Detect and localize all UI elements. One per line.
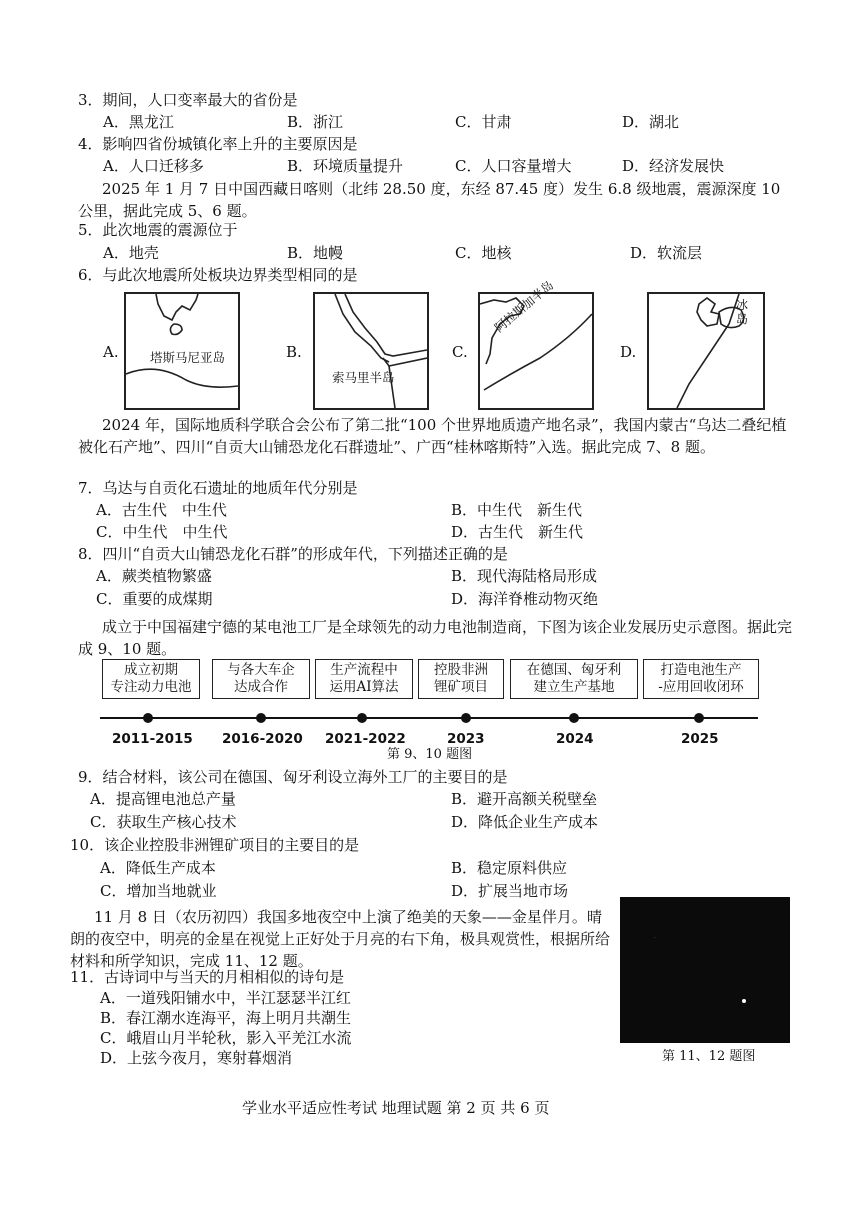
timeline-year-3: 2021-2022 (325, 731, 406, 747)
timeline-year-5: 2024 (556, 731, 594, 747)
photo-caption: 第 11、12 题图 (662, 1049, 756, 1064)
label-iceland: 冰岛 (736, 298, 749, 326)
timeline-box-2-line2: 达成合作 (234, 679, 288, 695)
q6-letter-d: D. (620, 343, 637, 361)
timeline-box-1-line2: 专注动力电池 (110, 679, 192, 695)
label-alaska: 阿拉斯加半岛 (491, 278, 557, 336)
timeline-box-3-line2: 运用AI算法 (329, 679, 399, 695)
q11-option-d: D．上弦今夜月，寒射暮烟消 (100, 1049, 293, 1067)
q5-stem: 5．此次地震的震源位于 (78, 221, 238, 239)
timeline-dot-5 (569, 713, 579, 723)
timeline-dot-1 (143, 713, 153, 723)
timeline-box-2 (212, 659, 310, 699)
q9-option-b: B．避开高额关税壁垒 (451, 790, 598, 808)
q5-option-d: D．软流层 (630, 244, 703, 262)
q5-option-a: A．地壳 (103, 244, 159, 262)
timeline-box-3-line1: 生产流程中 (330, 662, 398, 678)
q5-option-c: C．地核 (455, 244, 512, 262)
intro-5-6: 2025 年 1 月 7 日中国西藏日喀则（北纬 28.50 度，东经 87.45 度）发生 6.8 级地震，震源深度 10 公里，据此完成 5、6 题。 (78, 180, 781, 220)
timeline-axis (96, 708, 762, 728)
q6-letter-b: B. (286, 343, 302, 361)
q10-option-a: A．降低生产成本 (100, 859, 216, 877)
timeline-year-6: 2025 (681, 731, 719, 747)
timeline-year-1: 2011-2015 (112, 731, 193, 747)
q9-option-c: C．获取生产核心技术 (90, 813, 237, 831)
timeline-box-6-line2: -应用回收闭环 (658, 679, 744, 695)
q10-stem: 10．该企业控股非洲锂矿项目的主要目的是 (70, 836, 360, 854)
timeline-box-5-line1: 在德国、匈牙利 (526, 662, 622, 678)
q9-stem: 9．结合材料，该公司在德国、匈牙利设立海外工厂的主要目的是 (78, 768, 508, 786)
timeline-box-5-line2: 建立生产基地 (533, 679, 615, 695)
q3-option-d: D．湖北 (622, 113, 680, 131)
map-somalia (313, 292, 429, 410)
timeline-caption: 第 9、10 题图 (387, 747, 473, 762)
q8-stem: 8．四川“自贡大山铺恐龙化石群”的形成年代，下列描述正确的是 (78, 545, 508, 563)
timeline-box-4-line2: 锂矿项目 (434, 679, 488, 695)
timeline-dot-3 (357, 713, 367, 723)
q11-option-a: A．一道残阳铺水中，半江瑟瑟半江红 (100, 989, 351, 1007)
q6-letter-c: C. (452, 343, 468, 361)
page-footer: 学业水平适应性考试 地理试题 第 2 页 共 6 页 (242, 1099, 550, 1117)
timeline-box-1 (102, 659, 200, 699)
map-alaska (478, 292, 594, 410)
q8-option-c: C．重要的成煤期 (96, 590, 213, 608)
timeline-dot-6 (694, 713, 704, 723)
q6-letter-a: A. (103, 343, 119, 361)
q10-option-c: C．增加当地就业 (100, 882, 217, 900)
intro-7-8: 2024 年，国际地质科学联合会公布了第二批“100 个世界地质遗产地名录”，我国内蒙古“乌达二叠纪植被化石产地”、四川“自贡大山铺恐龙化石群遗址”、广西“桂林喀斯特”入选。据此完成 7、8 题。 (78, 416, 787, 456)
timeline-dot-2 (256, 713, 266, 723)
q11-option-b: B．春江潮水连海平，海上明月共潮生 (100, 1009, 352, 1027)
q4-option-b: B．环境质量提升 (287, 157, 404, 175)
q7-option-a: A．古生代 中生代 (96, 501, 227, 519)
timeline-box-6 (643, 659, 759, 699)
q7-stem: 7．乌达与自贡化石遗址的地质年代分别是 (78, 479, 358, 497)
q3-option-b: B．浙江 (287, 113, 344, 131)
q4-option-d: D．经济发展快 (622, 157, 725, 175)
intro-9-10: 成立于中国福建宁德的某电池工厂是全球领先的动力电池制造商，下图为该企业发展历史示意图。据此完成 9、10 题。 (78, 618, 793, 658)
q4-stem: 4．影响四省份城镇化率上升的主要原因是 (78, 135, 358, 153)
q3-option-a: A．黑龙江 (103, 113, 174, 131)
crescent-moon (646, 909, 671, 938)
timeline-box-5 (510, 659, 638, 699)
q10-option-b: B．稳定原料供应 (451, 859, 568, 877)
q3-stem: 3．期间，人口变率最大的省份是 (78, 91, 298, 109)
q10-option-d: D．扩展当地市场 (451, 882, 569, 900)
q4-option-c: C．人口容量增大 (455, 157, 572, 175)
q7-option-d: D．古生代 新生代 (451, 523, 584, 541)
q7-option-b: B．中生代 新生代 (451, 501, 583, 519)
timeline-year-4: 2023 (447, 731, 485, 747)
q8-option-b: B．现代海陆格局形成 (451, 567, 598, 585)
timeline-year-2: 2016-2020 (222, 731, 303, 747)
intro-11-12: 11 月 8 日（农历初四）我国多地夜空中上演了绝美的天象——金星伴月。晴朗的夜空中，明亮的金星在视觉上正好处于月亮的右下角，极具观赏性，根据所给材料和所学知识，完成 11、12 题。 (70, 908, 611, 970)
timeline-box-6-line1: 打造电池生产 (660, 662, 742, 678)
timeline-box-3 (315, 659, 413, 699)
q7-option-c: C．中生代 中生代 (96, 523, 228, 541)
night-sky-photo (620, 897, 790, 1043)
q11-option-c: C．峨眉山月半轮秋，影入平羌江水流 (100, 1029, 352, 1047)
q6-stem: 6．与此次地震所处板块边界类型相同的是 (78, 266, 358, 284)
timeline-dot-4 (461, 713, 471, 723)
q5-option-b: B．地幔 (287, 244, 344, 262)
label-somalia: 索马里半岛 (332, 370, 395, 385)
timeline-box-2-line1: 与各大车企 (227, 662, 295, 678)
q8-option-d: D．海洋脊椎动物灭绝 (451, 590, 599, 608)
timeline-box-1-line1: 成立初期 (124, 662, 178, 678)
timeline-box-4-line1: 控股非洲 (434, 662, 488, 678)
q4-option-a: A．人口迁移多 (103, 157, 204, 175)
label-tasmania: 塔斯马尼亚岛 (150, 350, 226, 365)
q8-option-a: A．蕨类植物繁盛 (96, 567, 212, 585)
timeline-box-4 (418, 659, 504, 699)
q9-option-a: A．提高锂电池总产量 (90, 790, 236, 808)
q9-option-d: D．降低企业生产成本 (451, 813, 599, 831)
q11-stem: 11．古诗词中与当天的月相相似的诗句是 (70, 968, 345, 986)
venus-dot (742, 999, 746, 1003)
q3-option-c: C．甘肃 (455, 113, 512, 131)
